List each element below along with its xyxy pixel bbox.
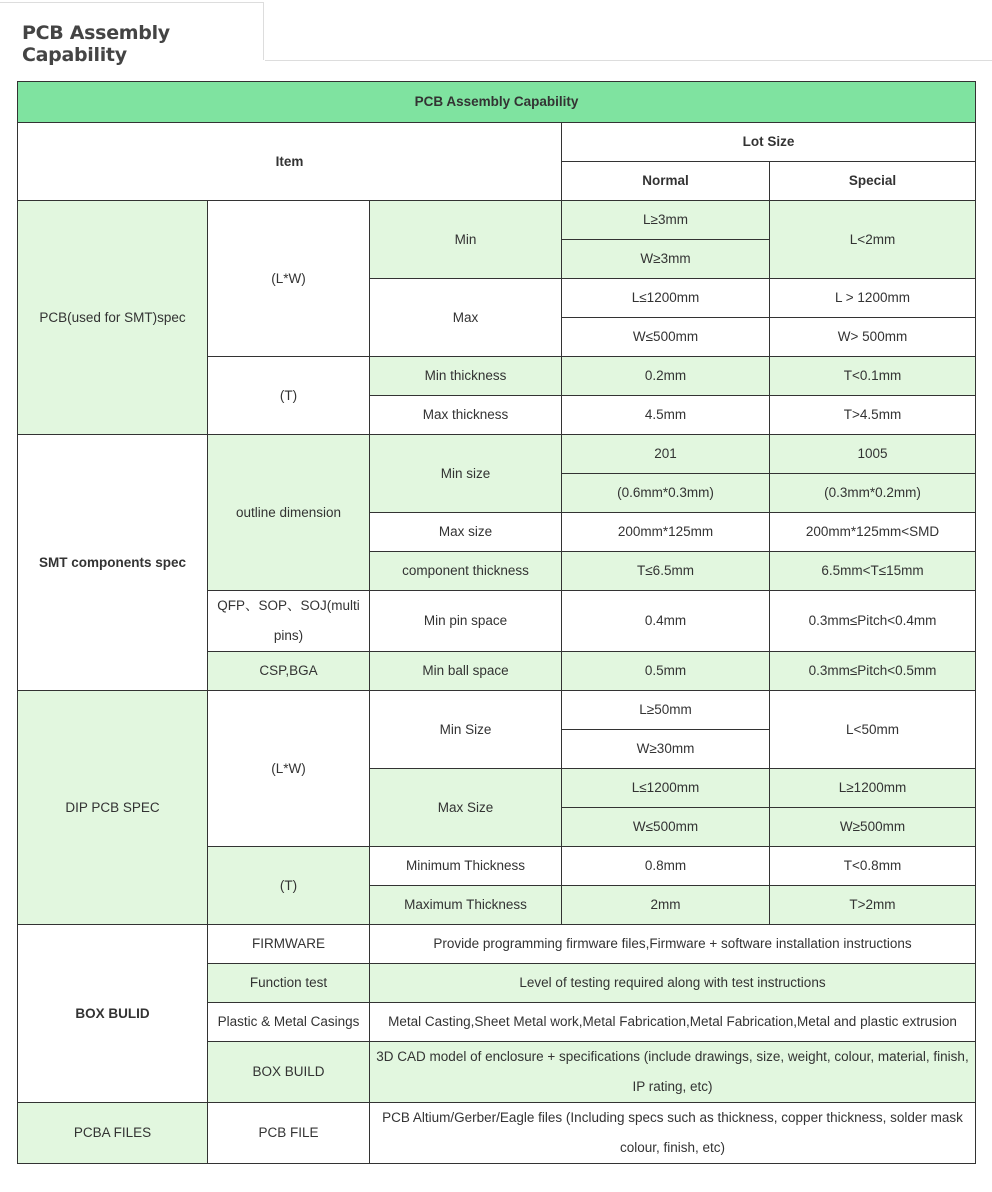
smt-csp-label: CSP,BGA (208, 652, 370, 691)
pcb-min-thickness-label: Min thickness (370, 357, 562, 396)
dip-max-thickness-label: Maximum Thickness (370, 886, 562, 925)
smt-max-size-normal: 200mm*125mm (562, 513, 770, 552)
pcb-min-thickness-special: T<0.1mm (770, 357, 976, 396)
dip-max-thickness-special: T>2mm (770, 886, 976, 925)
pcb-max-w-special: W> 500mm (770, 318, 976, 357)
box-function-test-desc: Level of testing required along with test instructions (370, 964, 976, 1003)
table-title: PCB Assembly Capability (18, 82, 976, 123)
dip-max-l-special: L≥1200mm (770, 769, 976, 808)
pcb-max-thickness-normal: 4.5mm (562, 396, 770, 435)
pcb-min-label: Min (370, 201, 562, 279)
dip-t-label: (T) (208, 847, 370, 925)
dip-max-size-label: Max Size (370, 769, 562, 847)
pcb-max-l: L≤1200mm (562, 279, 770, 318)
pcb-lw-label: (L*W) (208, 201, 370, 357)
pcb-min-thickness-normal: 0.2mm (562, 357, 770, 396)
dip-max-w: W≤500mm (562, 808, 770, 847)
smt-min-pin-space-special: 0.3mm≤Pitch<0.4mm (770, 591, 976, 652)
item-header: Item (18, 123, 562, 201)
dip-min-l: L≥50mm (562, 691, 770, 730)
pcba-pcb-file-label: PCB FILE (208, 1103, 370, 1164)
dip-max-thickness-normal: 2mm (562, 886, 770, 925)
smt-group-label: SMT components spec (18, 435, 208, 691)
special-header: Special (770, 162, 976, 201)
box-casings-desc: Metal Casting,Sheet Metal work,Metal Fabrication,Metal Fabrication,Metal and plastic extrusion (370, 1003, 976, 1042)
smt-comp-thickness-special: 6.5mm<T≤15mm (770, 552, 976, 591)
pcb-max-l-special: L > 1200mm (770, 279, 976, 318)
smt-min-size-special-2: (0.3mm*0.2mm) (770, 474, 976, 513)
smt-min-ball-space-special: 0.3mm≤Pitch<0.5mm (770, 652, 976, 691)
smt-min-size-normal-1: 201 (562, 435, 770, 474)
dip-min-size-label: Min Size (370, 691, 562, 769)
pcb-max-thickness-special: T>4.5mm (770, 396, 976, 435)
box-casings-label: Plastic & Metal Casings (208, 1003, 370, 1042)
dip-min-w: W≥30mm (562, 730, 770, 769)
smt-min-ball-space-label: Min ball space (370, 652, 562, 691)
box-firmware-desc: Provide programming firmware files,Firmware + software installation instructions (370, 925, 976, 964)
pcb-t-label: (T) (208, 357, 370, 435)
smt-min-ball-space-normal: 0.5mm (562, 652, 770, 691)
pcb-max-w: W≤500mm (562, 318, 770, 357)
dip-group-label: DIP PCB SPEC (18, 691, 208, 925)
pcb-group-label: PCB(used for SMT)spec (18, 201, 208, 435)
smt-qfp-label: QFP、SOP、SOJ(multi pins) (208, 591, 370, 652)
dip-min-thickness-special: T<0.8mm (770, 847, 976, 886)
smt-min-pin-space-label: Min pin space (370, 591, 562, 652)
smt-comp-thickness-label: component thickness (370, 552, 562, 591)
box-build-desc: 3D CAD model of enclosure + specifications (include drawings, size, weight, colour, material, finish, IP rating, etc) (370, 1042, 976, 1103)
pcba-pcb-file-desc: PCB Altium/Gerber/Eagle files (Including specs such as thickness, copper thickness, solder mask colour, finish, etc) (370, 1103, 976, 1164)
smt-max-size-special: 200mm*125mm<SMD (770, 513, 976, 552)
dip-min-thickness-normal: 0.8mm (562, 847, 770, 886)
smt-max-size-label: Max size (370, 513, 562, 552)
dip-max-l: L≤1200mm (562, 769, 770, 808)
pcb-min-special: L<2mm (770, 201, 976, 279)
smt-comp-thickness-normal: T≤6.5mm (562, 552, 770, 591)
dip-min-special: L<50mm (770, 691, 976, 769)
box-build-label: BOX BUILD (208, 1042, 370, 1103)
dip-min-thickness-label: Minimum Thickness (370, 847, 562, 886)
smt-min-size-normal-2: (0.6mm*0.3mm) (562, 474, 770, 513)
box-firmware-label: FIRMWARE (208, 925, 370, 964)
pcba-group-label: PCBA FILES (18, 1103, 208, 1164)
smt-outline-label: outline dimension (208, 435, 370, 591)
capability-table (17, 81, 976, 1164)
smt-min-pin-space-normal: 0.4mm (562, 591, 770, 652)
pcb-min-l: L≥3mm (562, 201, 770, 240)
tab-bar (0, 0, 992, 66)
tab-label: PCB Assembly Capability (22, 22, 170, 66)
smt-min-size-special-1: 1005 (770, 435, 976, 474)
tab-divider (265, 60, 992, 61)
box-function-test-label: Function test (208, 964, 370, 1003)
dip-max-w-special: W≥500mm (770, 808, 976, 847)
pcb-min-w: W≥3mm (562, 240, 770, 279)
tab-pcb-assembly-capability[interactable] (0, 2, 264, 66)
normal-header: Normal (562, 162, 770, 201)
box-group-label: BOX BULID (18, 925, 208, 1103)
lot-size-header: Lot Size (562, 123, 976, 162)
pcb-max-label: Max (370, 279, 562, 357)
smt-min-size-label: Min size (370, 435, 562, 513)
dip-lw-label: (L*W) (208, 691, 370, 847)
pcb-max-thickness-label: Max thickness (370, 396, 562, 435)
